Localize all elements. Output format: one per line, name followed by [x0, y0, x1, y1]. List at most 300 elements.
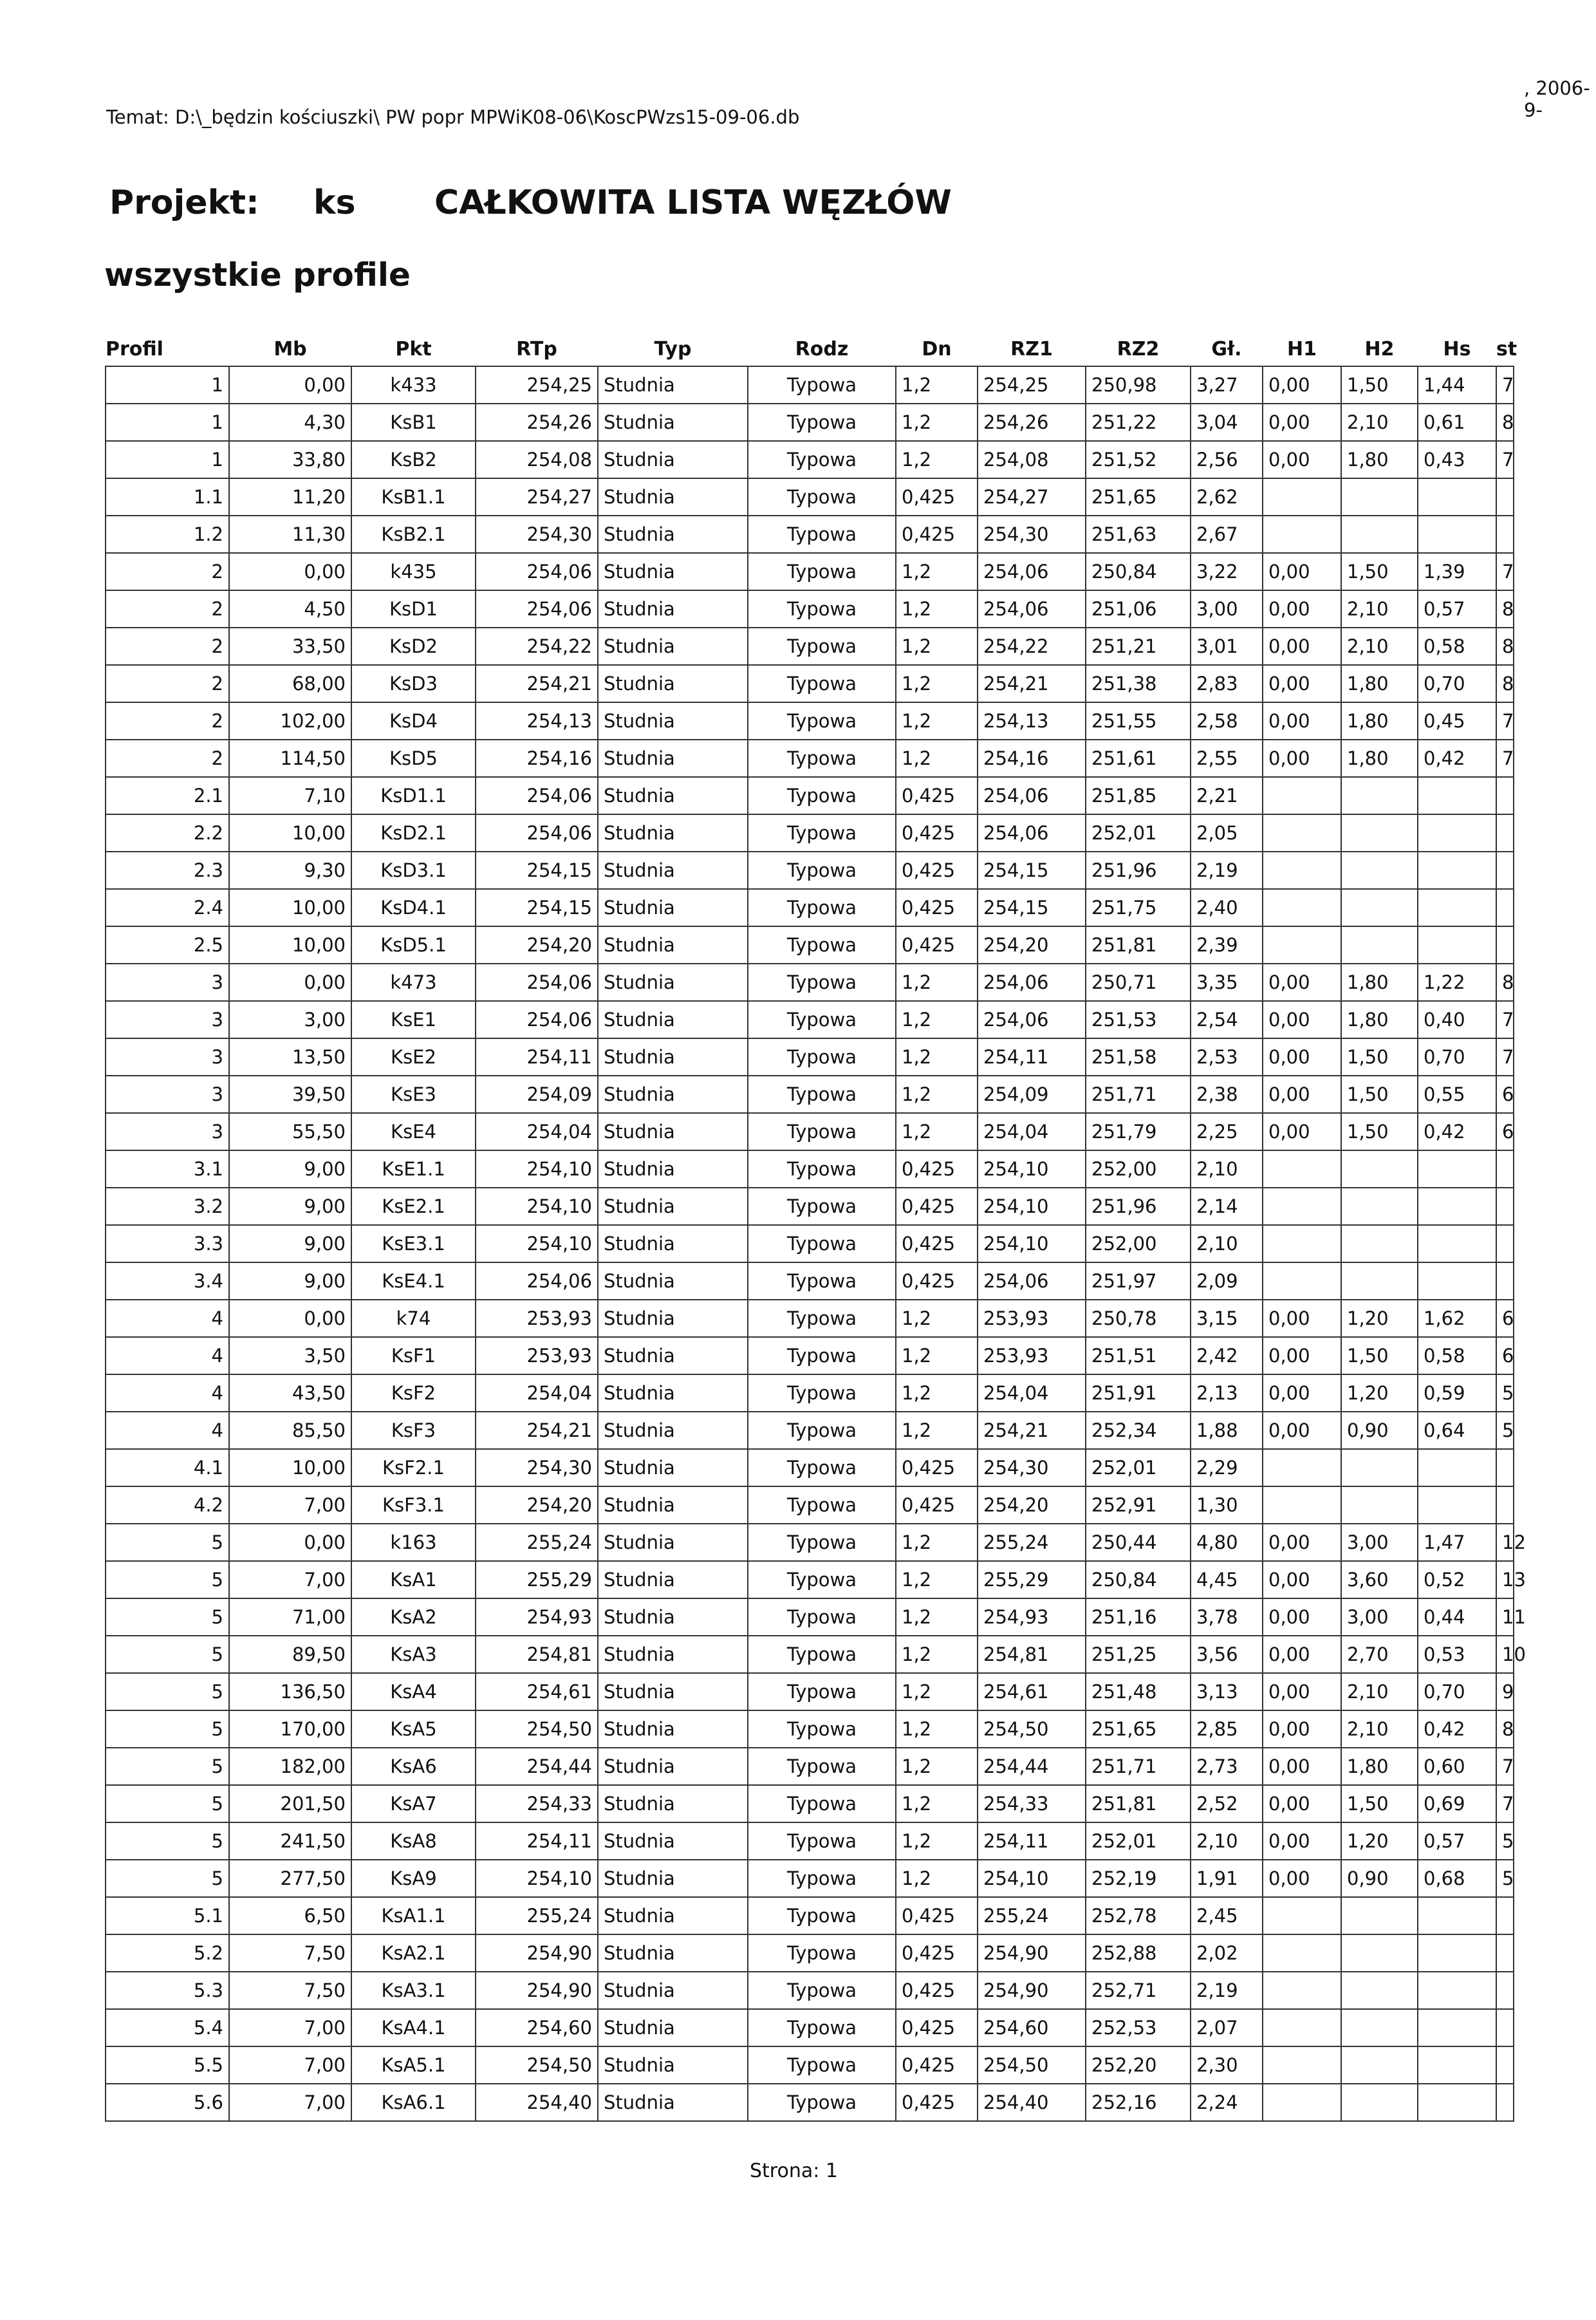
hs-cell: 1,47: [1418, 1524, 1496, 1561]
rodz-cell: Typowa: [748, 1113, 896, 1150]
mb-cell: 9,00: [229, 1225, 351, 1262]
table-row: [106, 926, 1514, 964]
table-row: [106, 1524, 1514, 1561]
gl-cell: 3,35: [1191, 964, 1263, 1001]
rz2-cell: 252,91: [1086, 1486, 1191, 1524]
rtp-cell: 254,08: [476, 441, 598, 478]
table-row: [106, 553, 1514, 590]
h2-cell: 1,80: [1341, 702, 1418, 740]
typ-cell: Studnia: [598, 702, 748, 740]
table-row: [106, 2084, 1514, 2121]
dn-cell: 0,425: [896, 1262, 978, 1300]
dn-cell: 1,2: [896, 1710, 978, 1748]
dn-cell: 1,2: [896, 1412, 978, 1449]
gl-cell: 2,62: [1191, 478, 1263, 516]
rz1-cell: 254,06: [978, 964, 1086, 1001]
typ-cell: Studnia: [598, 1412, 748, 1449]
pkt-cell: KsA7: [351, 1785, 476, 1822]
rodz-cell: Typowa: [748, 1262, 896, 1300]
profil-cell: 2.3: [106, 852, 229, 889]
h1-cell: 0,00: [1263, 553, 1341, 590]
rtp-cell: 254,26: [476, 404, 598, 441]
hs-cell: [1418, 1897, 1496, 1934]
profil-cell: 2: [106, 553, 229, 590]
typ-cell: Studnia: [598, 1374, 748, 1412]
pkt-cell: KsD4.1: [351, 889, 476, 926]
rtp-cell: 254,16: [476, 740, 598, 777]
table-row: [106, 628, 1514, 665]
rz1-cell: 254,08: [978, 441, 1086, 478]
typ-cell: Studnia: [598, 740, 748, 777]
column-header: RZ2: [1117, 338, 1160, 360]
profil-cell: 3: [106, 1113, 229, 1150]
gl-cell: 2,52: [1191, 1785, 1263, 1822]
typ-cell: Studnia: [598, 1150, 748, 1188]
h1-cell: 0,00: [1263, 1076, 1341, 1113]
rz1-cell: 254,60: [978, 2009, 1086, 2046]
rodz-cell: Typowa: [748, 1449, 896, 1486]
profil-cell: 4.2: [106, 1486, 229, 1524]
pkt-cell: KsE2: [351, 1038, 476, 1076]
rtp-cell: 254,61: [476, 1673, 598, 1710]
h2-cell: 1,50: [1341, 1038, 1418, 1076]
rz2-cell: 251,81: [1086, 1785, 1191, 1822]
table-row: [106, 1449, 1514, 1486]
h1-cell: 0,00: [1263, 740, 1341, 777]
st-cell: 11: [1496, 1598, 1514, 1636]
dn-cell: 1,2: [896, 1785, 978, 1822]
table-row: [106, 1225, 1514, 1262]
rz1-cell: 255,24: [978, 1524, 1086, 1561]
h2-cell: [1341, 1897, 1418, 1934]
typ-cell: Studnia: [598, 1524, 748, 1561]
h2-cell: [1341, 1449, 1418, 1486]
hs-cell: 0,58: [1418, 1337, 1496, 1374]
h2-cell: [1341, 889, 1418, 926]
rz1-cell: 254,04: [978, 1113, 1086, 1150]
column-header: Gł.: [1211, 338, 1242, 360]
gl-cell: 2,58: [1191, 702, 1263, 740]
typ-cell: Studnia: [598, 441, 748, 478]
hs-cell: 0,70: [1418, 665, 1496, 702]
pkt-cell: KsB2.1: [351, 516, 476, 553]
hs-cell: 0,42: [1418, 740, 1496, 777]
rtp-cell: 254,04: [476, 1113, 598, 1150]
rtp-cell: 254,11: [476, 1038, 598, 1076]
h2-cell: [1341, 1486, 1418, 1524]
rtp-cell: 254,11: [476, 1822, 598, 1860]
gl-cell: 2,19: [1191, 1972, 1263, 2009]
rtp-cell: 254,13: [476, 702, 598, 740]
profil-cell: 5.2: [106, 1934, 229, 1972]
mb-cell: 3,00: [229, 1001, 351, 1038]
rodz-cell: Typowa: [748, 1710, 896, 1748]
rtp-cell: 254,20: [476, 926, 598, 964]
st-cell: 5: [1496, 1822, 1514, 1860]
rtp-cell: 254,06: [476, 553, 598, 590]
hs-cell: [1418, 777, 1496, 814]
typ-cell: Studnia: [598, 665, 748, 702]
h2-cell: 2,10: [1341, 628, 1418, 665]
rz2-cell: 252,78: [1086, 1897, 1191, 1934]
rz1-cell: 254,15: [978, 889, 1086, 926]
st-cell: 10: [1496, 1636, 1514, 1673]
profil-cell: 3: [106, 964, 229, 1001]
rz1-cell: 254,11: [978, 1822, 1086, 1860]
st-cell: [1496, 1897, 1514, 1934]
h2-cell: [1341, 1188, 1418, 1225]
st-cell: 7: [1496, 366, 1514, 404]
gl-cell: 3,78: [1191, 1598, 1263, 1636]
h1-cell: [1263, 1972, 1341, 2009]
st-cell: [1496, 1972, 1514, 2009]
table-row: [106, 1561, 1514, 1598]
st-cell: [1496, 1262, 1514, 1300]
mb-cell: 7,00: [229, 2009, 351, 2046]
dn-cell: 1,2: [896, 1076, 978, 1113]
pkt-cell: KsD3: [351, 665, 476, 702]
h1-cell: [1263, 852, 1341, 889]
gl-cell: 2,85: [1191, 1710, 1263, 1748]
rodz-cell: Typowa: [748, 964, 896, 1001]
rz2-cell: 251,38: [1086, 665, 1191, 702]
st-cell: 5: [1496, 1412, 1514, 1449]
rz2-cell: 250,44: [1086, 1524, 1191, 1561]
mb-cell: 7,00: [229, 2084, 351, 2121]
rz2-cell: 251,06: [1086, 590, 1191, 628]
table-row: [106, 1337, 1514, 1374]
rodz-cell: Typowa: [748, 1038, 896, 1076]
pkt-cell: KsA3.1: [351, 1972, 476, 2009]
mb-cell: 71,00: [229, 1598, 351, 1636]
pkt-cell: KsB1: [351, 404, 476, 441]
rz1-cell: 254,06: [978, 814, 1086, 852]
rz2-cell: 251,22: [1086, 404, 1191, 441]
table-row: [106, 441, 1514, 478]
h1-cell: [1263, 1188, 1341, 1225]
rtp-cell: 254,60: [476, 2009, 598, 2046]
rz1-cell: 254,22: [978, 628, 1086, 665]
st-cell: 8: [1496, 628, 1514, 665]
h1-cell: 0,00: [1263, 366, 1341, 404]
mb-cell: 7,50: [229, 1934, 351, 1972]
rtp-cell: 254,06: [476, 1262, 598, 1300]
rodz-cell: Typowa: [748, 1374, 896, 1412]
gl-cell: 2,73: [1191, 1748, 1263, 1785]
h1-cell: 0,00: [1263, 1561, 1341, 1598]
profil-cell: 4.1: [106, 1449, 229, 1486]
st-cell: [1496, 2084, 1514, 2121]
rz1-cell: 255,29: [978, 1561, 1086, 1598]
h1-cell: 0,00: [1263, 1038, 1341, 1076]
dn-cell: 0,425: [896, 1449, 978, 1486]
rodz-cell: Typowa: [748, 1785, 896, 1822]
mb-cell: 10,00: [229, 1449, 351, 1486]
table-row: [106, 404, 1514, 441]
rz1-cell: 254,81: [978, 1636, 1086, 1673]
table-row: [106, 1374, 1514, 1412]
gl-cell: 2,53: [1191, 1038, 1263, 1076]
dn-cell: 1,2: [896, 1337, 978, 1374]
table-row: [106, 2046, 1514, 2084]
dn-cell: 1,2: [896, 366, 978, 404]
rodz-cell: Typowa: [748, 1524, 896, 1561]
typ-cell: Studnia: [598, 478, 748, 516]
h2-cell: 1,80: [1341, 1001, 1418, 1038]
gl-cell: 2,45: [1191, 1897, 1263, 1934]
rodz-cell: Typowa: [748, 1150, 896, 1188]
table-row: [106, 1785, 1514, 1822]
mb-cell: 55,50: [229, 1113, 351, 1150]
hs-cell: 1,22: [1418, 964, 1496, 1001]
st-cell: 9: [1496, 1673, 1514, 1710]
h1-cell: 0,00: [1263, 665, 1341, 702]
rz1-cell: 254,09: [978, 1076, 1086, 1113]
st-cell: [1496, 1486, 1514, 1524]
rz2-cell: 250,78: [1086, 1300, 1191, 1337]
h2-cell: [1341, 852, 1418, 889]
profil-cell: 5: [106, 1598, 229, 1636]
gl-cell: 2,09: [1191, 1262, 1263, 1300]
table-row: [106, 1934, 1514, 1972]
pkt-cell: k74: [351, 1300, 476, 1337]
profil-cell: 5: [106, 1748, 229, 1785]
rz1-cell: 254,06: [978, 1262, 1086, 1300]
gl-cell: 2,54: [1191, 1001, 1263, 1038]
hs-cell: 0,61: [1418, 404, 1496, 441]
profil-cell: 3.4: [106, 1262, 229, 1300]
h1-cell: 0,00: [1263, 1524, 1341, 1561]
hs-cell: [1418, 1972, 1496, 2009]
hs-cell: 0,70: [1418, 1038, 1496, 1076]
hs-cell: 0,58: [1418, 628, 1496, 665]
hs-cell: [1418, 852, 1496, 889]
rz2-cell: 251,48: [1086, 1673, 1191, 1710]
mb-cell: 102,00: [229, 702, 351, 740]
hs-cell: [1418, 1486, 1496, 1524]
h2-cell: 1,50: [1341, 1785, 1418, 1822]
profil-cell: 3.2: [106, 1188, 229, 1225]
st-cell: 12: [1496, 1524, 1514, 1561]
rz1-cell: 254,13: [978, 702, 1086, 740]
gl-cell: 2,30: [1191, 2046, 1263, 2084]
hs-cell: 0,69: [1418, 1785, 1496, 1822]
h2-cell: [1341, 2084, 1418, 2121]
h2-cell: 1,80: [1341, 964, 1418, 1001]
rodz-cell: Typowa: [748, 1934, 896, 1972]
typ-cell: Studnia: [598, 1337, 748, 1374]
typ-cell: Studnia: [598, 852, 748, 889]
rodz-cell: Typowa: [748, 1412, 896, 1449]
rz2-cell: 250,84: [1086, 1561, 1191, 1598]
dn-cell: 0,425: [896, 926, 978, 964]
rz2-cell: 251,25: [1086, 1636, 1191, 1673]
profil-cell: 5: [106, 1710, 229, 1748]
rtp-cell: 254,90: [476, 1972, 598, 2009]
rz1-cell: 254,40: [978, 2084, 1086, 2121]
rodz-cell: Typowa: [748, 1822, 896, 1860]
pkt-cell: KsA2: [351, 1598, 476, 1636]
rodz-cell: Typowa: [748, 553, 896, 590]
typ-cell: Studnia: [598, 964, 748, 1001]
rtp-cell: 254,44: [476, 1748, 598, 1785]
profil-cell: 4: [106, 1300, 229, 1337]
column-header: H2: [1364, 338, 1395, 360]
pkt-cell: KsD3.1: [351, 852, 476, 889]
profil-cell: 4: [106, 1337, 229, 1374]
mb-cell: 0,00: [229, 366, 351, 404]
profil-cell: 2: [106, 665, 229, 702]
typ-cell: Studnia: [598, 1262, 748, 1300]
rz1-cell: 254,06: [978, 777, 1086, 814]
typ-cell: Studnia: [598, 1300, 748, 1337]
h2-cell: 2,10: [1341, 1710, 1418, 1748]
rtp-cell: 254,30: [476, 1449, 598, 1486]
column-header: Dn: [922, 338, 952, 360]
h2-cell: 1,50: [1341, 1113, 1418, 1150]
rtp-cell: 254,27: [476, 478, 598, 516]
dn-cell: 1,2: [896, 1673, 978, 1710]
mb-cell: 7,00: [229, 1561, 351, 1598]
table-row: [106, 1860, 1514, 1897]
hs-cell: [1418, 516, 1496, 553]
dn-cell: 1,2: [896, 964, 978, 1001]
pkt-cell: KsE3.1: [351, 1225, 476, 1262]
gl-cell: 2,29: [1191, 1449, 1263, 1486]
rodz-cell: Typowa: [748, 404, 896, 441]
rtp-cell: 254,15: [476, 852, 598, 889]
rtp-cell: 255,29: [476, 1561, 598, 1598]
rodz-cell: Typowa: [748, 1860, 896, 1897]
h1-cell: 0,00: [1263, 1598, 1341, 1636]
rtp-cell: 254,15: [476, 889, 598, 926]
table-row: [106, 478, 1514, 516]
profil-cell: 2.1: [106, 777, 229, 814]
mb-cell: 0,00: [229, 1300, 351, 1337]
hs-cell: [1418, 1225, 1496, 1262]
table-row: [106, 852, 1514, 889]
table-row: [106, 590, 1514, 628]
typ-cell: Studnia: [598, 1598, 748, 1636]
hs-cell: 0,55: [1418, 1076, 1496, 1113]
gl-cell: 3,01: [1191, 628, 1263, 665]
gl-cell: 2,40: [1191, 889, 1263, 926]
table-row: [106, 702, 1514, 740]
st-cell: [1496, 478, 1514, 516]
typ-cell: Studnia: [598, 1934, 748, 1972]
h2-cell: 1,50: [1341, 1076, 1418, 1113]
typ-cell: Studnia: [598, 516, 748, 553]
pkt-cell: KsD2.1: [351, 814, 476, 852]
rz2-cell: 251,79: [1086, 1113, 1191, 1150]
hs-cell: 0,44: [1418, 1598, 1496, 1636]
dn-cell: 1,2: [896, 1524, 978, 1561]
dn-cell: 0,425: [896, 2084, 978, 2121]
st-cell: [1496, 516, 1514, 553]
gl-cell: 4,80: [1191, 1524, 1263, 1561]
column-header: st: [1496, 338, 1517, 360]
pkt-cell: KsF2: [351, 1374, 476, 1412]
h2-cell: 1,80: [1341, 1748, 1418, 1785]
h2-cell: [1341, 1262, 1418, 1300]
pkt-cell: KsF3.1: [351, 1486, 476, 1524]
hs-cell: [1418, 2009, 1496, 2046]
rz2-cell: 251,91: [1086, 1374, 1191, 1412]
rz1-cell: 254,33: [978, 1785, 1086, 1822]
column-header: H1: [1287, 338, 1317, 360]
typ-cell: Studnia: [598, 1673, 748, 1710]
st-cell: 8: [1496, 964, 1514, 1001]
st-cell: [1496, 1225, 1514, 1262]
table-row: [106, 1150, 1514, 1188]
dn-cell: 1,2: [896, 1113, 978, 1150]
rodz-cell: Typowa: [748, 852, 896, 889]
profil-cell: 5.6: [106, 2084, 229, 2121]
document-subtitle: wszystkie profile: [104, 256, 411, 294]
rodz-cell: Typowa: [748, 1225, 896, 1262]
gl-cell: 2,42: [1191, 1337, 1263, 1374]
rz2-cell: 252,34: [1086, 1412, 1191, 1449]
rtp-cell: 254,10: [476, 1225, 598, 1262]
h1-cell: [1263, 1934, 1341, 1972]
rodz-cell: Typowa: [748, 2009, 896, 2046]
column-header: RTp: [516, 338, 557, 360]
rodz-cell: Typowa: [748, 366, 896, 404]
rz1-cell: 254,44: [978, 1748, 1086, 1785]
rz2-cell: 252,01: [1086, 1822, 1191, 1860]
pkt-cell: k433: [351, 366, 476, 404]
rz1-cell: 255,24: [978, 1897, 1086, 1934]
rodz-cell: Typowa: [748, 628, 896, 665]
rodz-cell: Typowa: [748, 1001, 896, 1038]
hs-cell: 0,60: [1418, 1748, 1496, 1785]
st-cell: [1496, 1150, 1514, 1188]
rz1-cell: 254,10: [978, 1188, 1086, 1225]
hs-cell: 0,53: [1418, 1636, 1496, 1673]
pkt-cell: KsF1: [351, 1337, 476, 1374]
pkt-cell: KsA8: [351, 1822, 476, 1860]
pkt-cell: KsE4.1: [351, 1262, 476, 1300]
dn-cell: 0,425: [896, 1225, 978, 1262]
hs-cell: [1418, 926, 1496, 964]
rz2-cell: 251,21: [1086, 628, 1191, 665]
rz1-cell: 254,30: [978, 516, 1086, 553]
rodz-cell: Typowa: [748, 1748, 896, 1785]
mb-cell: 9,00: [229, 1150, 351, 1188]
pkt-cell: KsE3: [351, 1076, 476, 1113]
st-cell: [1496, 926, 1514, 964]
column-header: Hs: [1443, 338, 1471, 360]
pkt-cell: k435: [351, 553, 476, 590]
rtp-cell: 254,30: [476, 516, 598, 553]
table-body: [106, 366, 1526, 2121]
hs-cell: 0,40: [1418, 1001, 1496, 1038]
typ-cell: Studnia: [598, 1076, 748, 1113]
mb-cell: 43,50: [229, 1374, 351, 1412]
st-cell: 6: [1496, 1113, 1514, 1150]
rz2-cell: 251,81: [1086, 926, 1191, 964]
rtp-cell: 254,04: [476, 1374, 598, 1412]
rtp-cell: 255,24: [476, 1524, 598, 1561]
st-cell: 7: [1496, 1038, 1514, 1076]
gl-cell: 2,25: [1191, 1113, 1263, 1150]
st-cell: 5: [1496, 1860, 1514, 1897]
pkt-cell: KsB2: [351, 441, 476, 478]
hs-cell: 0,45: [1418, 702, 1496, 740]
rz1-cell: 254,50: [978, 2046, 1086, 2084]
rz1-cell: 254,21: [978, 665, 1086, 702]
profil-cell: 5.5: [106, 2046, 229, 2084]
